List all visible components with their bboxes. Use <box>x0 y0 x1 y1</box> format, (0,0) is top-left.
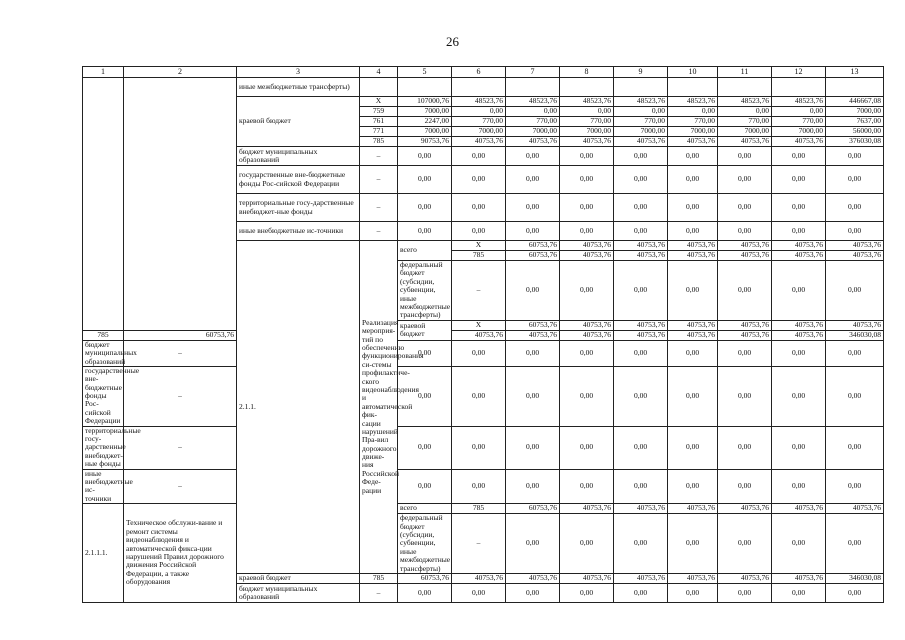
empty-cell <box>772 78 826 97</box>
value-cell: 7637,00 <box>826 117 884 127</box>
value-cell: 770,00 <box>452 117 506 127</box>
value-cell: 90753,76 <box>398 137 452 147</box>
code-cell: – <box>360 583 398 602</box>
value-cell: 40753,76 <box>614 504 668 514</box>
code-cell: X <box>452 241 506 251</box>
value-cell: 40753,76 <box>772 320 826 330</box>
value-cell: 0,00 <box>452 194 506 222</box>
value-cell: 0,00 <box>718 426 772 469</box>
header-cell: 7 <box>506 67 560 78</box>
header-row <box>83 67 884 78</box>
source-label: государственные вне-бюджетные фонды Рос-сийской Федерации <box>83 366 124 426</box>
value-cell: 0,00 <box>560 222 614 241</box>
value-cell: 40753,76 <box>614 241 668 251</box>
item-name <box>124 78 237 331</box>
source-label: всего <box>398 241 452 261</box>
value-cell: 0,00 <box>560 366 614 426</box>
value-cell: 0,00 <box>668 340 718 366</box>
code-cell: – <box>124 340 237 366</box>
code-cell: 785 <box>452 504 506 514</box>
value-cell: 40753,76 <box>506 330 560 340</box>
item-name: Реализация мероприя-тий по обеспечению функционирования си-стемы профилактиче-ского видеонаблюдения и автоматической фик-сации нарушений Пра-вил дорожного движе-ния Российской Феде-рации <box>360 241 398 574</box>
value-cell: 40753,76 <box>772 251 826 261</box>
value-cell: 40753,76 <box>718 320 772 330</box>
value-cell: 0,00 <box>772 366 826 426</box>
value-cell: 0,00 <box>718 340 772 366</box>
code-cell: – <box>124 426 237 469</box>
value-cell: 770,00 <box>718 117 772 127</box>
budget-table <box>82 66 884 603</box>
code-cell: 785 <box>360 573 398 583</box>
value-cell: 40753,76 <box>452 573 506 583</box>
value-cell: 48523,76 <box>560 97 614 107</box>
page-number: 26 <box>446 34 459 49</box>
value-cell: 0,00 <box>826 366 884 426</box>
value-cell: 0,00 <box>506 340 560 366</box>
value-cell: 0,00 <box>560 426 614 469</box>
value-cell: 0,00 <box>614 514 668 574</box>
value-cell: 0,00 <box>826 514 884 574</box>
value-cell: 7000,00 <box>560 127 614 137</box>
header-cell: 2 <box>124 67 237 78</box>
value-cell: 48523,76 <box>452 97 506 107</box>
value-cell: 346030,08 <box>826 573 884 583</box>
value-cell: 0,00 <box>506 426 560 469</box>
value-cell: 0,00 <box>772 426 826 469</box>
value-cell: 0,00 <box>560 514 614 574</box>
value-cell: 60753,76 <box>506 251 560 261</box>
value-cell: 40753,76 <box>506 573 560 583</box>
value-cell: 0,00 <box>614 340 668 366</box>
value-cell: 7000,00 <box>614 127 668 137</box>
value-cell: 40753,76 <box>772 573 826 583</box>
value-cell: 0,00 <box>772 147 826 166</box>
value-cell: 40753,76 <box>614 320 668 330</box>
value-cell: 0,00 <box>718 261 772 321</box>
value-cell: 0,00 <box>826 340 884 366</box>
value-cell: 60753,76 <box>506 504 560 514</box>
value-cell: 0,00 <box>772 469 826 504</box>
value-cell: 0,00 <box>560 583 614 602</box>
value-cell: 7000,00 <box>506 127 560 137</box>
value-cell: 0,00 <box>506 194 560 222</box>
value-cell: 0,00 <box>772 107 826 117</box>
value-cell: 0,00 <box>614 147 668 166</box>
header-cell: 10 <box>668 67 718 78</box>
code-cell: – <box>124 366 237 426</box>
empty-cell <box>398 78 452 97</box>
value-cell: 40753,76 <box>718 330 772 340</box>
value-cell: 60753,76 <box>398 573 452 583</box>
source-label: бюджет муниципальных образований <box>83 340 124 366</box>
value-cell: 0,00 <box>506 261 560 321</box>
value-cell: 40753,76 <box>560 241 614 251</box>
value-cell: 40753,76 <box>826 251 884 261</box>
value-cell: 0,00 <box>506 583 560 602</box>
value-cell: 770,00 <box>560 117 614 127</box>
empty-cell <box>668 78 718 97</box>
value-cell: 107000,76 <box>398 97 452 107</box>
source-label: федеральный бюджет (субсидии, субвенции, иные межбюджетные трансферты) <box>398 514 452 574</box>
value-cell: 48523,76 <box>506 97 560 107</box>
value-cell: 770,00 <box>506 117 560 127</box>
header-cell: 9 <box>614 67 668 78</box>
source-label: бюджет муниципальных образований <box>237 147 360 166</box>
source-label: краевой бюджет <box>398 320 452 340</box>
value-cell: 0,00 <box>398 583 452 602</box>
value-cell: 40753,76 <box>718 241 772 251</box>
value-cell: 0,00 <box>718 366 772 426</box>
header-cell: 8 <box>560 67 614 78</box>
value-cell: 48523,76 <box>614 97 668 107</box>
code-cell: X <box>360 97 398 107</box>
value-cell: 40753,76 <box>614 251 668 261</box>
value-cell: 0,00 <box>668 194 718 222</box>
value-cell: 0,00 <box>826 426 884 469</box>
value-cell: 40753,76 <box>668 241 718 251</box>
code-cell: 771 <box>360 127 398 137</box>
value-cell: 0,00 <box>668 147 718 166</box>
code-cell: – <box>360 222 398 241</box>
value-cell: 0,00 <box>398 166 452 194</box>
value-cell: 0,00 <box>398 469 452 504</box>
value-cell: 0,00 <box>826 583 884 602</box>
value-cell: 0,00 <box>614 107 668 117</box>
value-cell: 0,00 <box>668 107 718 117</box>
value-cell: 0,00 <box>718 222 772 241</box>
value-cell: 0,00 <box>506 514 560 574</box>
value-cell: 0,00 <box>452 147 506 166</box>
value-cell: 40753,76 <box>718 504 772 514</box>
value-cell: 40753,76 <box>668 320 718 330</box>
value-cell: 40753,76 <box>452 137 506 147</box>
empty-cell <box>506 78 560 97</box>
value-cell: 40753,76 <box>506 137 560 147</box>
value-cell: 0,00 <box>668 222 718 241</box>
value-cell: 0,00 <box>826 222 884 241</box>
value-cell: 0,00 <box>668 426 718 469</box>
value-cell: 0,00 <box>668 469 718 504</box>
value-cell: 0,00 <box>614 261 668 321</box>
value-cell: 40753,76 <box>772 330 826 340</box>
value-cell: 48523,76 <box>772 97 826 107</box>
value-cell: 40753,76 <box>668 330 718 340</box>
item-number <box>83 78 124 331</box>
value-cell: 0,00 <box>506 222 560 241</box>
value-cell: 40753,76 <box>614 330 668 340</box>
value-cell: 0,00 <box>398 340 452 366</box>
empty-cell <box>718 78 772 97</box>
value-cell: 770,00 <box>668 117 718 127</box>
value-cell: 0,00 <box>452 166 506 194</box>
value-cell: 40753,76 <box>772 241 826 251</box>
header-cell: 13 <box>826 67 884 78</box>
header-cell: 3 <box>237 67 360 78</box>
value-cell: 40753,76 <box>826 241 884 251</box>
source-label: краевой бюджет <box>237 97 360 147</box>
item-number: 2.1.1.1. <box>83 504 124 603</box>
value-cell: 0,00 <box>772 261 826 321</box>
empty-cell <box>452 78 506 97</box>
value-cell: 40753,76 <box>560 320 614 330</box>
value-cell: 0,00 <box>614 194 668 222</box>
source-label: иные внебюджетные ис-точники <box>237 222 360 241</box>
empty-cell <box>826 78 884 97</box>
source-label: всего <box>398 504 452 514</box>
value-cell: 0,00 <box>506 147 560 166</box>
value-cell: 0,00 <box>398 222 452 241</box>
code-cell: – <box>452 261 506 321</box>
table-row <box>83 78 884 97</box>
value-cell: 0,00 <box>614 222 668 241</box>
value-cell: 0,00 <box>772 222 826 241</box>
value-cell: 0,00 <box>718 469 772 504</box>
value-cell: 0,00 <box>614 583 668 602</box>
value-cell: 0,00 <box>718 166 772 194</box>
code-cell: 761 <box>360 117 398 127</box>
value-cell: 0,00 <box>506 107 560 117</box>
value-cell: 0,00 <box>452 222 506 241</box>
value-cell: 7000,00 <box>398 127 452 137</box>
value-cell: 0,00 <box>772 583 826 602</box>
value-cell: 40753,76 <box>826 320 884 330</box>
value-cell: 0,00 <box>560 194 614 222</box>
value-cell: 40753,76 <box>668 573 718 583</box>
value-cell: 0,00 <box>452 426 506 469</box>
value-cell: 40753,76 <box>772 504 826 514</box>
value-cell: 60753,76 <box>506 241 560 251</box>
code-cell: – <box>360 194 398 222</box>
value-cell: 0,00 <box>614 166 668 194</box>
value-cell: 0,00 <box>452 583 506 602</box>
value-cell: 770,00 <box>614 117 668 127</box>
value-cell: 0,00 <box>506 366 560 426</box>
value-cell: 0,00 <box>826 261 884 321</box>
value-cell: 0,00 <box>826 469 884 504</box>
value-cell: 48523,76 <box>718 97 772 107</box>
value-cell: 0,00 <box>668 514 718 574</box>
item-name: Техническое обслужи-вание и ремонт системы видеонаблюдения и автоматической фикса-ции нарушений Правил дорожного движения Российской Федерации, а также оборудования <box>124 504 237 603</box>
value-cell: 770,00 <box>772 117 826 127</box>
code-cell: 785 <box>83 330 124 340</box>
value-cell: 0,00 <box>506 166 560 194</box>
value-cell: 7000,00 <box>772 127 826 137</box>
empty-cell <box>560 78 614 97</box>
value-cell: 7000,00 <box>452 127 506 137</box>
value-cell: 0,00 <box>452 469 506 504</box>
code-cell: 759 <box>360 107 398 117</box>
value-cell: 40753,76 <box>560 137 614 147</box>
value-cell: 0,00 <box>506 469 560 504</box>
value-cell: 0,00 <box>718 194 772 222</box>
value-cell: 0,00 <box>398 194 452 222</box>
value-cell: 0,00 <box>826 166 884 194</box>
value-cell: 40753,76 <box>560 330 614 340</box>
value-cell: 0,00 <box>560 340 614 366</box>
table-row <box>83 340 884 366</box>
header-cell: 12 <box>772 67 826 78</box>
source-label: иные межбюджетные трансферты) <box>237 78 360 97</box>
table-row <box>83 469 884 504</box>
value-cell: 40753,76 <box>718 137 772 147</box>
value-cell: 0,00 <box>718 107 772 117</box>
value-cell: 346030,08 <box>826 330 884 340</box>
value-cell: 0,00 <box>560 166 614 194</box>
value-cell: 7000,00 <box>718 127 772 137</box>
table-row <box>83 330 884 340</box>
table-row <box>83 504 884 514</box>
item-number: 2.1.1. <box>237 241 360 574</box>
value-cell: 40753,76 <box>452 330 506 340</box>
value-cell: 40753,76 <box>668 251 718 261</box>
code-cell: – <box>124 469 237 504</box>
code-cell: 785 <box>452 251 506 261</box>
value-cell: 56000,00 <box>826 127 884 137</box>
header-cell: 11 <box>718 67 772 78</box>
value-cell: 48523,76 <box>668 97 718 107</box>
value-cell: 0,00 <box>772 166 826 194</box>
value-cell: 40753,76 <box>560 573 614 583</box>
value-cell: 0,00 <box>398 426 452 469</box>
value-cell: 0,00 <box>560 469 614 504</box>
value-cell: 40753,76 <box>826 504 884 514</box>
source-label: территориальные госу-дарственные внебюджет-ные фонды <box>83 426 124 469</box>
header-cell: 6 <box>452 67 506 78</box>
value-cell: 0,00 <box>452 366 506 426</box>
value-cell: 0,00 <box>826 194 884 222</box>
code-cell: – <box>360 166 398 194</box>
source-label: государственные вне-бюджетные фонды Рос-сийской Федерации <box>237 166 360 194</box>
table-row <box>83 366 884 426</box>
value-cell: 376030,08 <box>826 137 884 147</box>
value-cell: 40753,76 <box>668 137 718 147</box>
value-cell: 7000,00 <box>398 107 452 117</box>
header-cell: 5 <box>398 67 452 78</box>
value-cell: 40753,76 <box>560 251 614 261</box>
value-cell: 0,00 <box>398 147 452 166</box>
code-cell: – <box>452 514 506 574</box>
value-cell: 40753,76 <box>772 137 826 147</box>
value-cell: 40753,76 <box>614 137 668 147</box>
source-label: территориальные госу-дарственные внебюджет-ные фонды <box>237 194 360 222</box>
source-label: федеральный бюджет (субсидии, субвенции, иные межбюджетные трансферты) <box>398 261 452 321</box>
value-cell: 7000,00 <box>826 107 884 117</box>
value-cell: 0,00 <box>718 583 772 602</box>
value-cell: 0,00 <box>614 469 668 504</box>
value-cell: 0,00 <box>614 366 668 426</box>
table-row <box>83 426 884 469</box>
value-cell: 7000,00 <box>668 127 718 137</box>
value-cell: 446667,08 <box>826 97 884 107</box>
value-cell: 40753,76 <box>718 251 772 261</box>
source-label: бюджет муниципальных образований <box>237 583 360 602</box>
source-label: краевой бюджет <box>237 573 360 583</box>
value-cell: 0,00 <box>560 147 614 166</box>
value-cell: 0,00 <box>826 147 884 166</box>
value-cell: 0,00 <box>614 426 668 469</box>
value-cell: 0,00 <box>772 340 826 366</box>
value-cell: 0,00 <box>668 166 718 194</box>
value-cell: 0,00 <box>772 194 826 222</box>
value-cell: 60753,76 <box>124 330 237 340</box>
code-cell: – <box>360 147 398 166</box>
value-cell: 40753,76 <box>668 504 718 514</box>
value-cell: 0,00 <box>718 514 772 574</box>
value-cell: 0,00 <box>772 514 826 574</box>
value-cell: 0,00 <box>452 340 506 366</box>
value-cell: 0,00 <box>718 147 772 166</box>
value-cell: 0,00 <box>452 107 506 117</box>
value-cell: 0,00 <box>398 366 452 426</box>
value-cell: 0,00 <box>668 583 718 602</box>
empty-cell <box>614 78 668 97</box>
value-cell: 0,00 <box>560 107 614 117</box>
header-cell: 4 <box>360 67 398 78</box>
value-cell: 0,00 <box>668 261 718 321</box>
value-cell: 40753,76 <box>614 573 668 583</box>
value-cell: 2247,00 <box>398 117 452 127</box>
source-label: иные внебюджетные ис-точники <box>83 469 124 504</box>
value-cell: 40753,76 <box>560 504 614 514</box>
value-cell: 0,00 <box>668 366 718 426</box>
header-cell: 1 <box>83 67 124 78</box>
code-cell: X <box>452 320 506 330</box>
value-cell: 0,00 <box>560 261 614 321</box>
empty-cell <box>360 78 398 97</box>
code-cell: 785 <box>360 137 398 147</box>
value-cell: 60753,76 <box>506 320 560 330</box>
value-cell: 40753,76 <box>718 573 772 583</box>
